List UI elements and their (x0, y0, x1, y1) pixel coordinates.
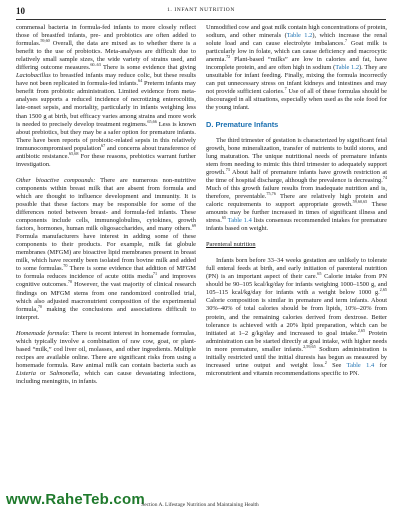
left-column (16, 24, 196, 386)
table-link[interactable]: Table 1.4 (227, 217, 252, 225)
table-link[interactable]: Table 1.4 (346, 361, 375, 369)
running-head: 1. INFANT NUTRITION (167, 7, 235, 13)
paragraph-probiotics: commensal bacteria in formula-fed infants to more closely reflect those of breastfed infants, pre- and probiotics are often added to formulas.$^{59,60}$ Overall, the data are mixed as to whether there is a benefit to the use of probiotics. Meta-analyses are difficult due to relatively small sample sizes, the wide variety of strains used, and differing outcome measures.$^{60-63}$ There is some evidence that giving Lactobacillus to breastfed infants may reduce colic, but these results have not been replicated in formula-fed infants.$^{64}$ Preterm infants may benefit from probiotic administration. Limited evidence from meta-analyses supports a reduced incidence of necrotizing enterocolitis, late-onset sepsis, and mortality, particularly in infants weighing less than 1500 g at birth, but efficacy varies among strains and more work is needed to precisely develop treatment regimens.$^{65,66}$ Less is known about prebiotics, but they may be a safer option for premature infants. There have been reports of probiotic-related sepsis in this relatively immunocompromised population$^{67}$ and concerns about transference of antibiotic resistance.$^{65,68}$ For these reasons, prebiotics warrant further investigation. (16, 24, 196, 168)
page-header (16, 6, 386, 18)
lead-homemade: Homemade formula: (16, 329, 70, 337)
table-link[interactable]: Table 1.2 (286, 32, 313, 40)
paragraph-parenteral-nutrition: Infants born before 33–34 weeks gestation are unlikely to tolerate full enteral feeds at birth, and early initiation of parenteral nutrition (PN) is an important aspect of their care.$^{65}$ Calorie intake from PN should be 90–105 kcal/kg/day for infants weighing 1000–1500 g, and 105–115 kcal/kg/day for infants with a weight below 1000 g.$^{2,65}$ Calorie composition is similar in premature and term infants. About 30%–40% of total calories should be from lipids, 10%–20% from protein, and the remaining calories derived from dextrose. Better tolerance is achieved with a 20% lipid preparation, which can be initiated at 1–2 g/kg/day and increased to goal intake.$^{2,65}$ Protein administration can be started directly at goal intake, with higher needs in more premature, smaller infants.$^{2,59,65}$ Sodium administration is initially restricted until the initial diuresis has begun as measured by increased urine output and weight loss.$^2$ See Table 1.4 for micronutrient and vitamin recommendations specific to PN. (206, 257, 388, 377)
watermark-logo: www.RaheTeb.com (6, 491, 145, 508)
paragraph-homemade-formula: Homemade formula: There is recent interest in homemade formulas, which typically involve a combination of raw cow, goat, or plant-based “milk,” cod liver oil, molasses, and other ingredients. Multiple recipes are available online. There are significant risks from using a homemade formula. Raw animal milk can contain bacteria such as Listeria or Salmonella, which can cause devastating infections, including meningitis, in infants. (16, 329, 196, 385)
right-column (206, 24, 387, 378)
table-link[interactable]: Table 1.2 (335, 64, 360, 72)
lead-bioactive: Other bioactive compounds: (16, 176, 96, 184)
page-number: 10 (16, 6, 25, 16)
header-rule (16, 19, 386, 20)
section-heading-premature-infants: D. Premature Infants (206, 119, 279, 129)
paragraph-premature-infants: The third trimester of gestation is characterized by significant fetal growth, bone mineralization, transfer of nutrients to build stores, and lung maturation. The unique nutritional needs of premature infants stem from needing to mimic this third trimester to adequately support growth.$^{73}$ About half of premature infants have growth restriction at the time of hospital discharge, although the prevalence is decreasing.$^{74}$ Much of this growth failure results from inadequate nutrition and is, therefore, preventable.$^{75,76}$ There are relatively high protein and caloric requirements to support appropriate growth.$^{59,60,65}$ These amounts may be further increased in times of significant illness and stress.$^{65}$ Table 1.4 lists consensus recommended intakes for premature infants based on weight. (206, 136, 387, 233)
paragraph-unmodified-milk: Unmodified cow and goat milk contain high concentrations of protein, sodium, and other minerals (Table 1.2), which increase the renal solute load and can cause electrolyte imbalances.$^7$ Goat milk is particularly low in folate, which can cause deficiency and macrocytic anemia.$^{72}$ Plant-based “milks” are low in calories and fat, have incomplete protein, and are often high in sodium (Table 1.2). They are unsuitable for infant feeding. Finally, mixing the formula incorrectly can put unnecessary stress on infant kidneys and intestines and may not provide sufficient calories.$^7$ Use of all of these formulas should be discouraged in all situations, especially when used as the sole food for the young infant. (206, 24, 388, 112)
paragraph-bioactive-compounds: Other bioactive compounds: There are numerous non-nutritive components within breast milk that are absent from formula and which are thought to influence development and immunity. It is possible that these factors may be responsible for some of the differences noted between breast- and formula-fed infants. These components include cells, immunoglobulins, cytokines, growth factors, hormones, human milk oligosaccharides, and many others.$^{69}$ Formula manufacturers have interest in adding some of these components to their products. For example, milk fat globule membranes (MFGM) are bioactive lipid membranes present in breast milk, which have recently been isolated from bovine milk and added to some formulas.$^{70}$ There is some evidence that addition of MFGM to formula reduces incidence of acute otitis media$^{71}$ and improves cognitive outcomes.$^{70}$ However, the vast majority of clinical research findings on MFGM stems from one randomized controlled trial, which also adjusted macronutrient composition of the experimental formula,$^{70}$ making the conclusions and associations difficult to interpret. (16, 176, 196, 321)
page-footer: Section A. Lifestage Nutrition and Maintaining Health (141, 502, 259, 508)
subheading-parenteral-nutrition: Parenteral nutrition (206, 241, 256, 249)
